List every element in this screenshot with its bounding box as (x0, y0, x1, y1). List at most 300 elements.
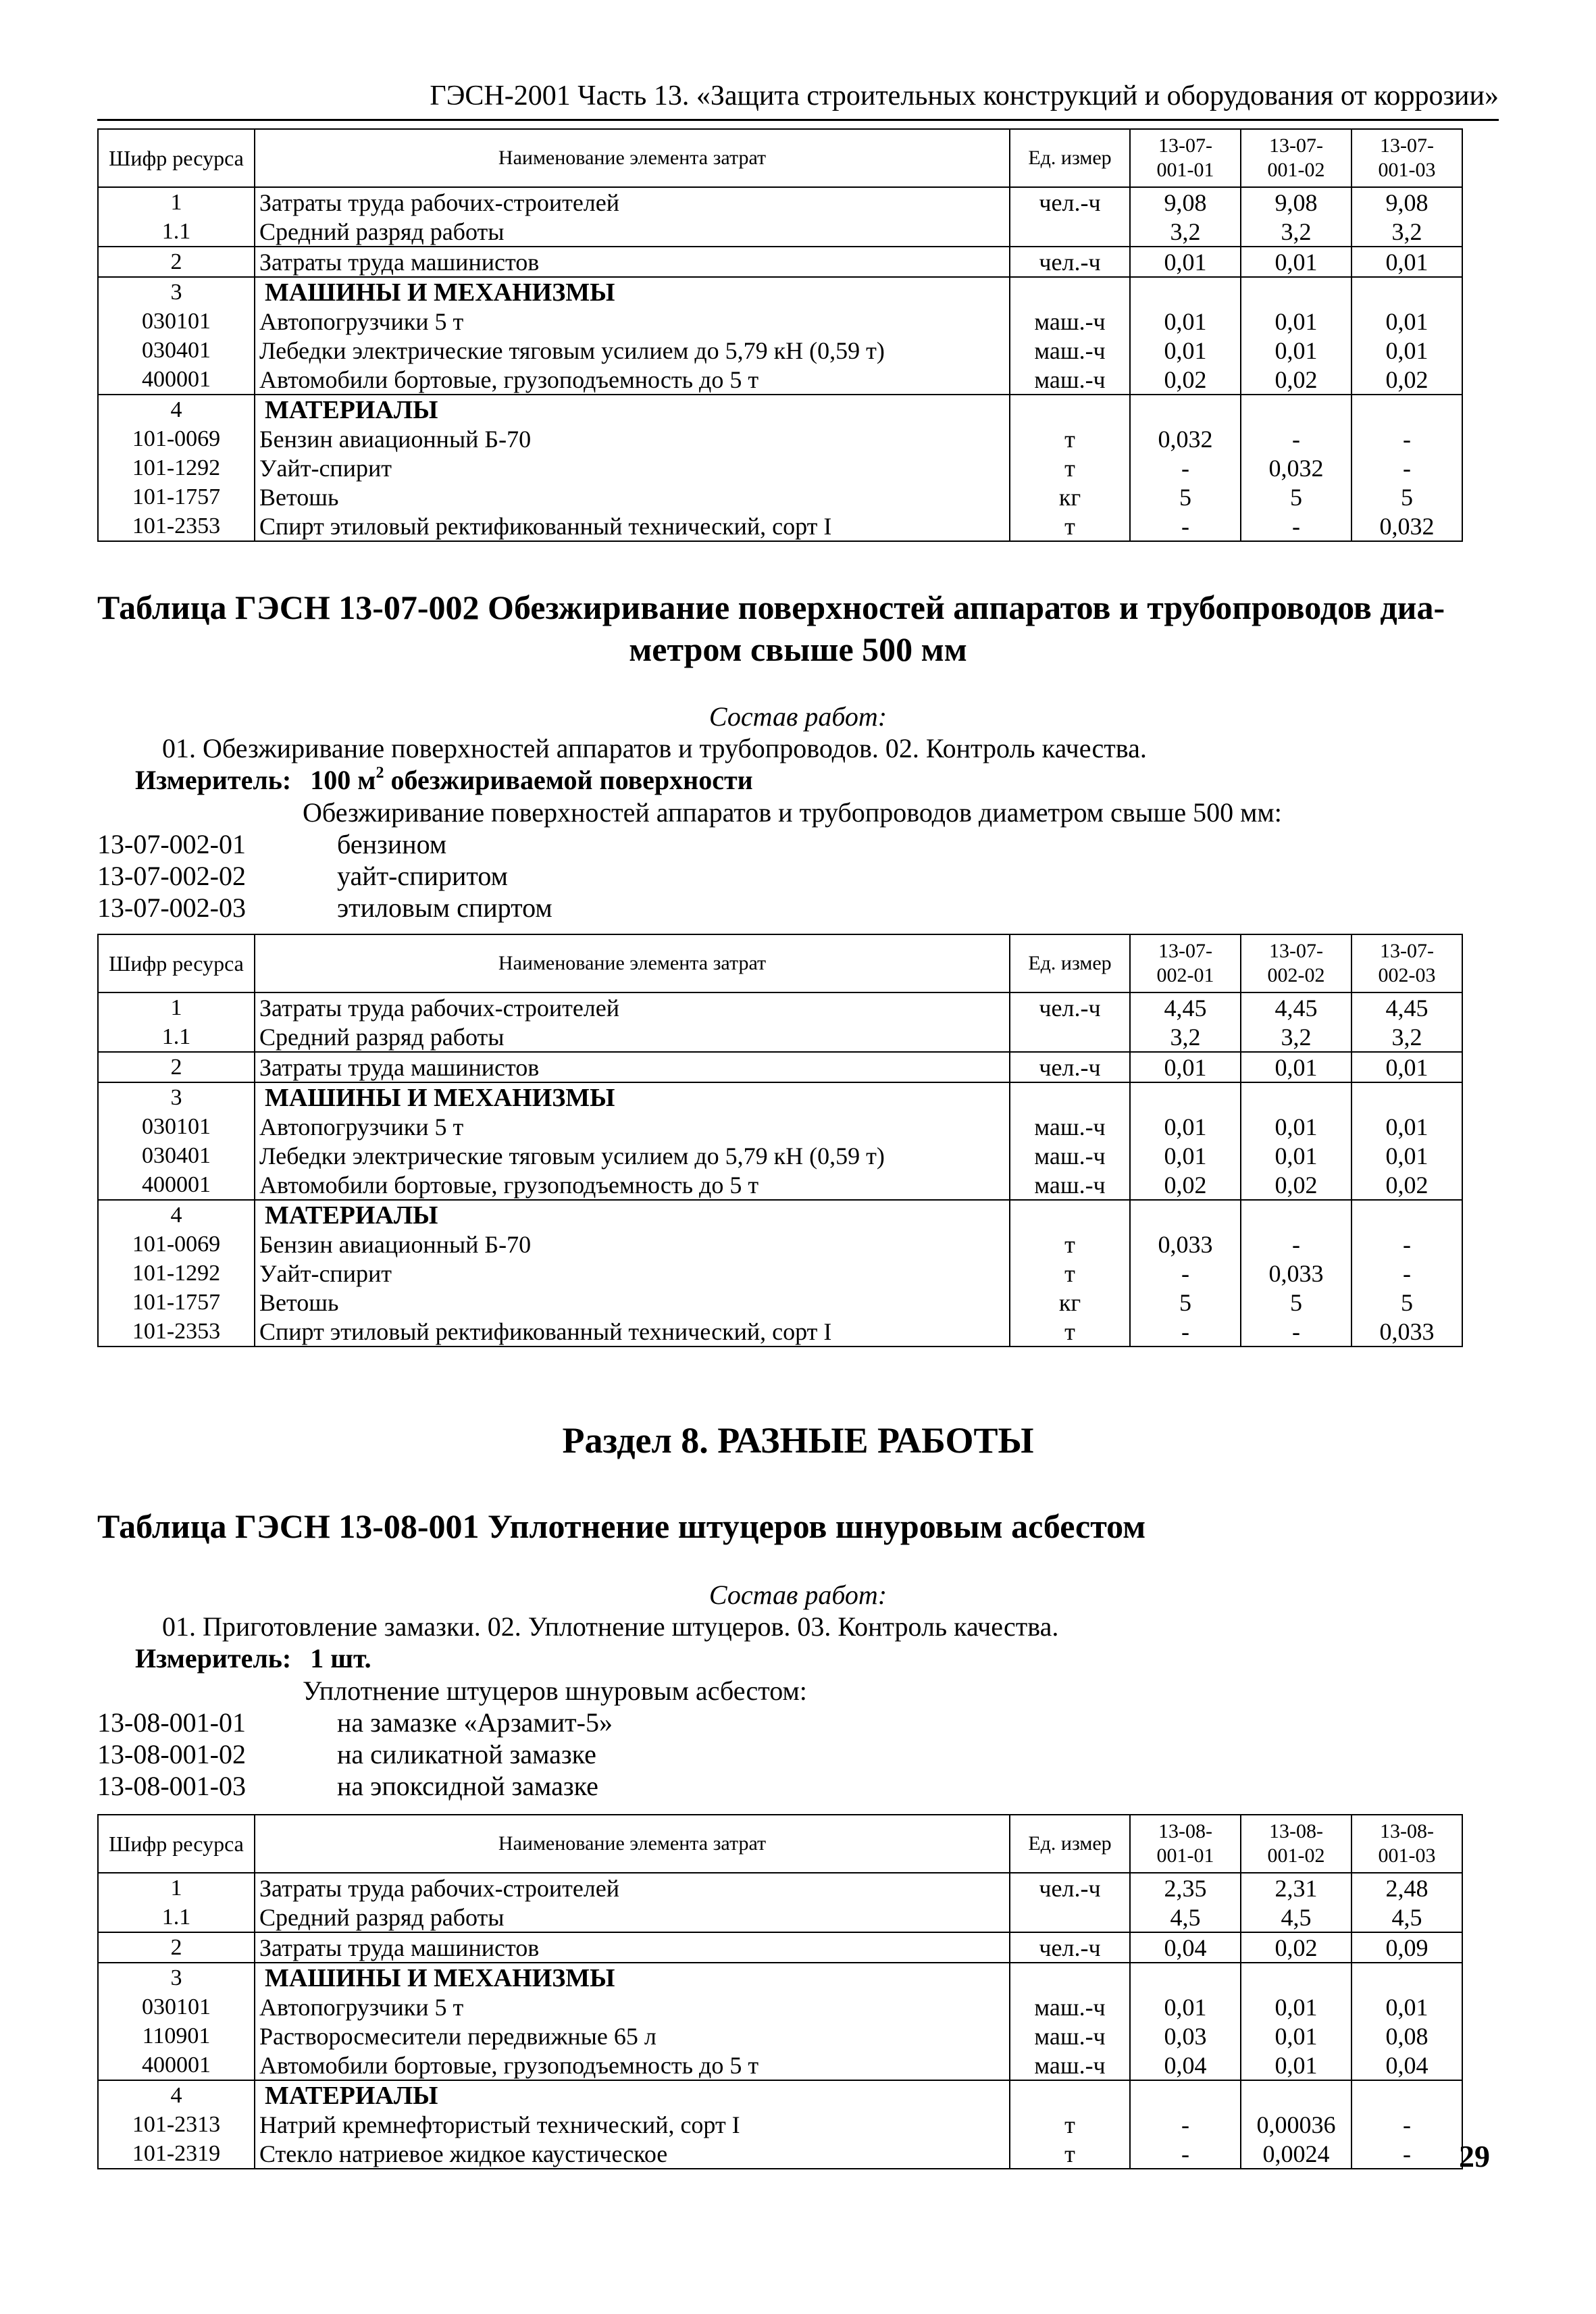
table-header-row (98, 934, 1462, 992)
norm-code: 13-08-001-01 (97, 1707, 246, 1738)
cell-code: 400001 (98, 1170, 255, 1200)
norm-intro: Обезжиривание поверхностей аппаратов и трубопроводов диаметром свыше 500 мм: (303, 797, 1282, 828)
cell-value: 0,02 (1241, 1932, 1352, 1963)
cell-unit (1010, 277, 1130, 307)
cell-code: 030101 (98, 1992, 255, 2021)
cell-name: Затраты труда машинистов (255, 1052, 1010, 1082)
cell-name: Средний разряд работы (255, 217, 1010, 247)
cell-name: Ветошь (255, 482, 1010, 511)
table-row (98, 511, 1462, 541)
table-row (98, 1317, 1462, 1347)
cell-value (1130, 1200, 1241, 1230)
cell-value: - (1130, 511, 1241, 541)
cell-name: Затраты труда рабочих-строителей (255, 1873, 1010, 1903)
col-head-norm-2 (1241, 934, 1352, 992)
cell-value: 0,01 (1130, 1052, 1241, 1082)
cell-unit: т (1010, 453, 1130, 482)
cell-name: Натрий кремнефтористый технический, сорт I (255, 2110, 1010, 2139)
table-row (98, 453, 1462, 482)
cell-unit: чел.-ч (1010, 1932, 1130, 1963)
cell-unit: маш.-ч (1010, 2021, 1130, 2051)
cell-unit: т (1010, 1230, 1130, 1259)
cell-code: 030401 (98, 1141, 255, 1170)
col-head-line: 001-01 (1156, 159, 1214, 181)
col-head-line: 002-01 (1156, 964, 1214, 986)
cell-unit: т (1010, 424, 1130, 453)
cell-name: Автопогрузчики 5 т (255, 1992, 1010, 2021)
cell-value: 0,01 (1241, 1112, 1352, 1141)
cell-value: - (1352, 453, 1462, 482)
cell-value (1130, 395, 1241, 424)
cell-value (1130, 1082, 1241, 1112)
cell-code: 1 (98, 1873, 255, 1903)
table-row (98, 336, 1462, 365)
section-row (98, 395, 1462, 424)
table-row (98, 1288, 1462, 1317)
cell-value: 0,09 (1352, 1932, 1462, 1963)
composition-heading: Состав работ: (709, 1580, 887, 1610)
table-row (98, 2139, 1462, 2169)
cell-code: 2 (98, 1052, 255, 1082)
table-row (98, 217, 1462, 247)
cell-unit: маш.-ч (1010, 307, 1130, 336)
cell-value: - (1130, 453, 1241, 482)
cell-value: 0,01 (1130, 336, 1241, 365)
cell-code: 2 (98, 247, 255, 277)
norm-code-text: уайт-спиритом (337, 861, 508, 891)
running-header: ГЭСН-2001 Часть 13. «Защита строительных конструкций и оборудования от коррозии» (97, 80, 1499, 121)
cell-value: - (1352, 2110, 1462, 2139)
cell-value: 0,02 (1352, 365, 1462, 395)
table-row (98, 187, 1462, 217)
cell-unit (1010, 395, 1130, 424)
cell-value: 0,01 (1130, 1141, 1241, 1170)
cell-name: МАТЕРИАЛЫ (255, 1200, 1010, 1230)
cell-value: 0,032 (1352, 511, 1462, 541)
cell-unit: маш.-ч (1010, 336, 1130, 365)
norm-code-row (97, 892, 552, 924)
table-row (98, 2051, 1462, 2080)
cell-name: Средний разряд работы (255, 1022, 1010, 1052)
cell-value: 0,01 (1352, 307, 1462, 336)
cell-value: - (1130, 2139, 1241, 2169)
norm-code-row (97, 1739, 596, 1770)
cell-code: 110901 (98, 2021, 255, 2051)
cell-value: 0,01 (1241, 336, 1352, 365)
cell-unit: маш.-ч (1010, 1112, 1130, 1141)
cell-value: - (1352, 1230, 1462, 1259)
col-head-line: 13-07- (1269, 940, 1323, 962)
cell-code: 1.1 (98, 1022, 255, 1052)
cell-value: 3,2 (1352, 1022, 1462, 1052)
cell-value: 0,01 (1352, 1052, 1462, 1082)
cell-value (1241, 1963, 1352, 1992)
cell-name: Затраты труда машинистов (255, 1932, 1010, 1963)
meter-label: Измеритель: (135, 765, 292, 795)
table-body (98, 992, 1462, 1347)
meter-line (135, 1643, 371, 1674)
cell-value (1130, 1963, 1241, 1992)
cell-value: 5 (1130, 1288, 1241, 1317)
cell-unit (1010, 217, 1130, 247)
norm-code: 13-07-002-03 (97, 892, 246, 923)
cell-value: 0,01 (1130, 247, 1241, 277)
col-head-unit: Ед. измер (1010, 129, 1130, 187)
cell-value: 0,01 (1241, 247, 1352, 277)
cell-value: 3,2 (1241, 217, 1352, 247)
cell-name: Спирт этиловый ректификованный технический, сорт I (255, 1317, 1010, 1347)
table-title-line-1: Таблица ГЭСН 13-07-002 Обезжиривание поверхностей аппаратов и трубопроводов диа- (97, 588, 1445, 626)
cell-name: Бензин авиационный Б-70 (255, 424, 1010, 453)
cell-value: - (1130, 2110, 1241, 2139)
col-head-line: 13-07- (1380, 134, 1434, 157)
cell-value: - (1352, 2139, 1462, 2169)
norm-code: 13-07-002-01 (97, 829, 246, 859)
cell-value: 0,01 (1241, 1052, 1352, 1082)
cell-code: 1.1 (98, 217, 255, 247)
table-row (98, 1873, 1462, 1903)
cell-value: 0,01 (1241, 1992, 1352, 2021)
section-row (98, 277, 1462, 307)
cell-value: 0,02 (1352, 1170, 1462, 1200)
cell-value: 0,01 (1130, 1992, 1241, 2021)
cell-value: 0,02 (1130, 1170, 1241, 1200)
cell-code: 3 (98, 277, 255, 307)
cell-value: 5 (1352, 1288, 1462, 1317)
cell-value: 4,5 (1130, 1903, 1241, 1932)
cell-value: 4,45 (1352, 992, 1462, 1022)
cell-value: 0,01 (1130, 1112, 1241, 1141)
cell-value: 0,01 (1241, 307, 1352, 336)
section-row (98, 1963, 1462, 1992)
cell-value: 0,02 (1241, 365, 1352, 395)
cell-value (1352, 1963, 1462, 1992)
col-head-line: 13-07- (1380, 940, 1434, 962)
table-title-13-08-001: Таблица ГЭСН 13-08-001 Уплотнение штуцеров шнуровым асбестом (97, 1507, 1146, 1545)
norm-code: 13-08-001-03 (97, 1771, 246, 1801)
cell-value: 3,2 (1130, 217, 1241, 247)
cell-code: 101-1757 (98, 482, 255, 511)
cell-value (1352, 277, 1462, 307)
cell-code: 1 (98, 187, 255, 217)
cell-value: 0,04 (1352, 2051, 1462, 2080)
cell-value: 5 (1352, 482, 1462, 511)
cell-name: Уайт-спирит (255, 453, 1010, 482)
table-row (98, 1932, 1462, 1963)
cell-value: - (1241, 1317, 1352, 1347)
composition-text: 01. Обезжиривание поверхностей аппаратов и трубопроводов. 02. Контроль качества. (162, 733, 1147, 763)
cell-unit: кг (1010, 482, 1130, 511)
cell-value (1241, 1082, 1352, 1112)
col-head-line: 13-07- (1158, 940, 1212, 962)
cell-value (1241, 395, 1352, 424)
cell-unit: кг (1010, 1288, 1130, 1317)
norm-code-row (97, 1771, 598, 1802)
meter-value: 100 м (310, 765, 376, 795)
cell-value: 4,45 (1241, 992, 1352, 1022)
cell-unit: чел.-ч (1010, 247, 1130, 277)
cell-value: 3,2 (1352, 217, 1462, 247)
cell-value: 0,032 (1241, 453, 1352, 482)
cell-value (1241, 2080, 1352, 2110)
col-head-norm-3 (1352, 1815, 1462, 1873)
meter-rest: обезжириваемой поверхности (384, 765, 753, 795)
col-head-name: Наименование элемента затрат (255, 1815, 1010, 1873)
cell-unit: маш.-ч (1010, 2051, 1130, 2080)
cell-name: Затраты труда рабочих-строителей (255, 187, 1010, 217)
cell-unit: чел.-ч (1010, 1873, 1130, 1903)
cell-code: 4 (98, 1200, 255, 1230)
meter-label: Измеритель: (135, 1643, 292, 1674)
cell-name: Автомобили бортовые, грузоподъемность до 5 т (255, 1170, 1010, 1200)
cell-unit (1010, 1022, 1130, 1052)
table-row (98, 1230, 1462, 1259)
table-row (98, 365, 1462, 395)
table-title-line-2: метром свыше 500 мм (629, 630, 967, 668)
cell-value: 9,08 (1241, 187, 1352, 217)
col-head-line: 002-02 (1267, 964, 1325, 986)
cell-name: Затраты труда машинистов (255, 247, 1010, 277)
cell-value: 0,01 (1241, 1141, 1352, 1170)
composition-heading: Состав работ: (709, 701, 887, 732)
cell-value: 4,5 (1241, 1903, 1352, 1932)
cell-code: 030101 (98, 1112, 255, 1141)
col-head-norm-1 (1130, 129, 1241, 187)
norm-code-text: на эпоксидной замазке (337, 1771, 598, 1801)
cell-value: 4,5 (1352, 1903, 1462, 1932)
cell-value: - (1130, 1259, 1241, 1288)
cell-name: Растворосмесители передвижные 65 л (255, 2021, 1010, 2051)
cell-value: - (1352, 424, 1462, 453)
col-head-norm-2 (1241, 1815, 1352, 1873)
cell-code: 2 (98, 1932, 255, 1963)
cell-value: 0,08 (1352, 2021, 1462, 2051)
col-head-line: 13-08- (1380, 1820, 1434, 1842)
cell-value: 0,032 (1130, 424, 1241, 453)
cell-value (1130, 2080, 1241, 2110)
norm-code-text: этиловым спиртом (337, 892, 552, 923)
cell-value: 0,01 (1130, 307, 1241, 336)
cell-value: 2,48 (1352, 1873, 1462, 1903)
cell-value: 0,033 (1130, 1230, 1241, 1259)
cell-code: 030401 (98, 336, 255, 365)
col-head-unit: Ед. измер (1010, 934, 1130, 992)
cell-value: 0,04 (1130, 1932, 1241, 1963)
cell-code: 4 (98, 395, 255, 424)
cell-unit: чел.-ч (1010, 1052, 1130, 1082)
table-row (98, 307, 1462, 336)
cell-value: 5 (1241, 1288, 1352, 1317)
cell-value (1241, 1200, 1352, 1230)
section-title: Раздел 8. РАЗНЫЕ РАБОТЫ (562, 1420, 1034, 1461)
cell-name: Лебедки электрические тяговым усилием до 5,79 кН (0,59 т) (255, 1141, 1010, 1170)
norm-code-row (97, 861, 508, 892)
col-head-line: 002-03 (1378, 964, 1436, 986)
cell-name: Лебедки электрические тяговым усилием до 5,79 кН (0,59 т) (255, 336, 1010, 365)
table-row (98, 1170, 1462, 1200)
cell-code: 101-0069 (98, 1230, 255, 1259)
cell-unit: т (1010, 2139, 1130, 2169)
resource-table-13-07-001 (97, 128, 1463, 542)
cell-name: Уайт-спирит (255, 1259, 1010, 1288)
page-number: 29 (1459, 2139, 1490, 2173)
cell-value: 0,00036 (1241, 2110, 1352, 2139)
table-header-row (98, 1815, 1462, 1873)
cell-name: МАШИНЫ И МЕХАНИЗМЫ (255, 1963, 1010, 1992)
cell-value: 0,02 (1130, 365, 1241, 395)
cell-value: - (1241, 511, 1352, 541)
table-row (98, 1259, 1462, 1288)
table-row (98, 482, 1462, 511)
cell-value: 0,01 (1352, 1112, 1462, 1141)
col-head-name: Наименование элемента затрат (255, 934, 1010, 992)
cell-value: 0,01 (1352, 1992, 1462, 2021)
cell-code: 101-2313 (98, 2110, 255, 2139)
cell-unit: т (1010, 1317, 1130, 1347)
table-body (98, 1873, 1462, 2169)
cell-code: 400001 (98, 2051, 255, 2080)
cell-value: 4,45 (1130, 992, 1241, 1022)
table-row (98, 247, 1462, 277)
section-row (98, 2080, 1462, 2110)
col-head-code: Шифр ресурса (98, 1815, 255, 1873)
cell-code: 101-0069 (98, 424, 255, 453)
cell-value: - (1130, 1317, 1241, 1347)
cell-name: Бензин авиационный Б-70 (255, 1230, 1010, 1259)
cell-value: 2,35 (1130, 1873, 1241, 1903)
norm-code-text: на силикатной замазке (337, 1739, 596, 1769)
cell-name: Автомобили бортовые, грузоподъемность до 5 т (255, 365, 1010, 395)
cell-unit: маш.-ч (1010, 1170, 1130, 1200)
table-header-row (98, 129, 1462, 187)
norm-code-row (97, 1707, 613, 1738)
col-head-name: Наименование элемента затрат (255, 129, 1010, 187)
cell-value: 0,033 (1352, 1317, 1462, 1347)
cell-code: 3 (98, 1082, 255, 1112)
table-title-13-07-002 (97, 586, 1499, 670)
cell-value (1241, 277, 1352, 307)
cell-code: 101-1292 (98, 453, 255, 482)
cell-name: МАТЕРИАЛЫ (255, 395, 1010, 424)
norm-intro: Уплотнение штуцеров шнуровым асбестом: (303, 1676, 807, 1706)
cell-name: Автомобили бортовые, грузоподъемность до 5 т (255, 2051, 1010, 2080)
cell-value: 0,01 (1352, 1141, 1462, 1170)
cell-value (1352, 1200, 1462, 1230)
cell-unit: маш.-ч (1010, 365, 1130, 395)
cell-unit: т (1010, 1259, 1130, 1288)
cell-value: - (1241, 1230, 1352, 1259)
norm-code: 13-07-002-02 (97, 861, 246, 891)
cell-unit (1010, 1903, 1130, 1932)
cell-value: 0,01 (1241, 2051, 1352, 2080)
cell-value (1130, 277, 1241, 307)
cell-value: - (1241, 424, 1352, 453)
cell-value: 0,01 (1241, 2021, 1352, 2051)
cell-unit (1010, 1963, 1130, 1992)
table-row (98, 2021, 1462, 2051)
section-row (98, 1200, 1462, 1230)
norm-code: 13-08-001-02 (97, 1739, 246, 1769)
col-head-norm-1 (1130, 1815, 1241, 1873)
meter-line (135, 765, 753, 796)
col-head-line: 001-03 (1378, 159, 1436, 181)
cell-unit: чел.-ч (1010, 187, 1130, 217)
col-head-norm-3 (1352, 934, 1462, 992)
table-row (98, 424, 1462, 453)
cell-unit: т (1010, 511, 1130, 541)
table-row (98, 1903, 1462, 1932)
cell-name: Стекло натриевое жидкое каустическое (255, 2139, 1010, 2169)
cell-value: 2,31 (1241, 1873, 1352, 1903)
cell-unit: маш.-ч (1010, 1141, 1130, 1170)
cell-value: 0,01 (1352, 336, 1462, 365)
col-head-line: 001-01 (1156, 1844, 1214, 1867)
col-head-code: Шифр ресурса (98, 934, 255, 992)
cell-unit: чел.-ч (1010, 992, 1130, 1022)
cell-name: Автопогрузчики 5 т (255, 307, 1010, 336)
table-row (98, 1052, 1462, 1082)
meter-value: 1 шт. (310, 1643, 371, 1674)
table-row (98, 1992, 1462, 2021)
col-head-norm-2 (1241, 129, 1352, 187)
cell-code: 101-2353 (98, 1317, 255, 1347)
cell-value: 0,01 (1352, 247, 1462, 277)
cell-code: 400001 (98, 365, 255, 395)
cell-value: 0,02 (1241, 1170, 1352, 1200)
cell-name: МАТЕРИАЛЫ (255, 2080, 1010, 2110)
cell-value: 5 (1130, 482, 1241, 511)
cell-value: 3,2 (1130, 1022, 1241, 1052)
cell-name: Ветошь (255, 1288, 1010, 1317)
cell-value: 9,08 (1352, 187, 1462, 217)
cell-name: МАШИНЫ И МЕХАНИЗМЫ (255, 277, 1010, 307)
cell-unit: маш.-ч (1010, 1992, 1130, 2021)
table-row (98, 1022, 1462, 1052)
col-head-line: 13-08- (1158, 1820, 1212, 1842)
cell-value: 0,033 (1241, 1259, 1352, 1288)
cell-value: 0,0024 (1241, 2139, 1352, 2169)
table-body (98, 187, 1462, 541)
cell-code: 1.1 (98, 1903, 255, 1932)
cell-code: 101-2319 (98, 2139, 255, 2169)
col-head-code: Шифр ресурса (98, 129, 255, 187)
table-row (98, 992, 1462, 1022)
cell-code: 101-2353 (98, 511, 255, 541)
norm-code-row (97, 829, 446, 860)
cell-unit: т (1010, 2110, 1130, 2139)
cell-code: 101-1757 (98, 1288, 255, 1317)
cell-unit (1010, 2080, 1130, 2110)
cell-value: - (1352, 1259, 1462, 1288)
cell-value: 3,2 (1241, 1022, 1352, 1052)
cell-name: Затраты труда рабочих-строителей (255, 992, 1010, 1022)
col-head-line: 001-02 (1267, 1844, 1325, 1867)
cell-value (1352, 1082, 1462, 1112)
cell-name: МАШИНЫ И МЕХАНИЗМЫ (255, 1082, 1010, 1112)
norm-code-text: на замазке «Арзамит-5» (337, 1707, 613, 1738)
cell-code: 1 (98, 992, 255, 1022)
col-head-line: 13-07- (1269, 134, 1323, 157)
col-head-norm-1 (1130, 934, 1241, 992)
composition-text: 01. Приготовление замазки. 02. Уплотнение штуцеров. 03. Контроль качества. (162, 1611, 1059, 1642)
table-row (98, 1141, 1462, 1170)
section-row (98, 1082, 1462, 1112)
resource-table-13-08-001 (97, 1814, 1463, 2169)
norm-code-text: бензином (337, 829, 447, 859)
cell-code: 3 (98, 1963, 255, 1992)
col-head-line: 001-02 (1267, 159, 1325, 181)
cell-value (1352, 395, 1462, 424)
